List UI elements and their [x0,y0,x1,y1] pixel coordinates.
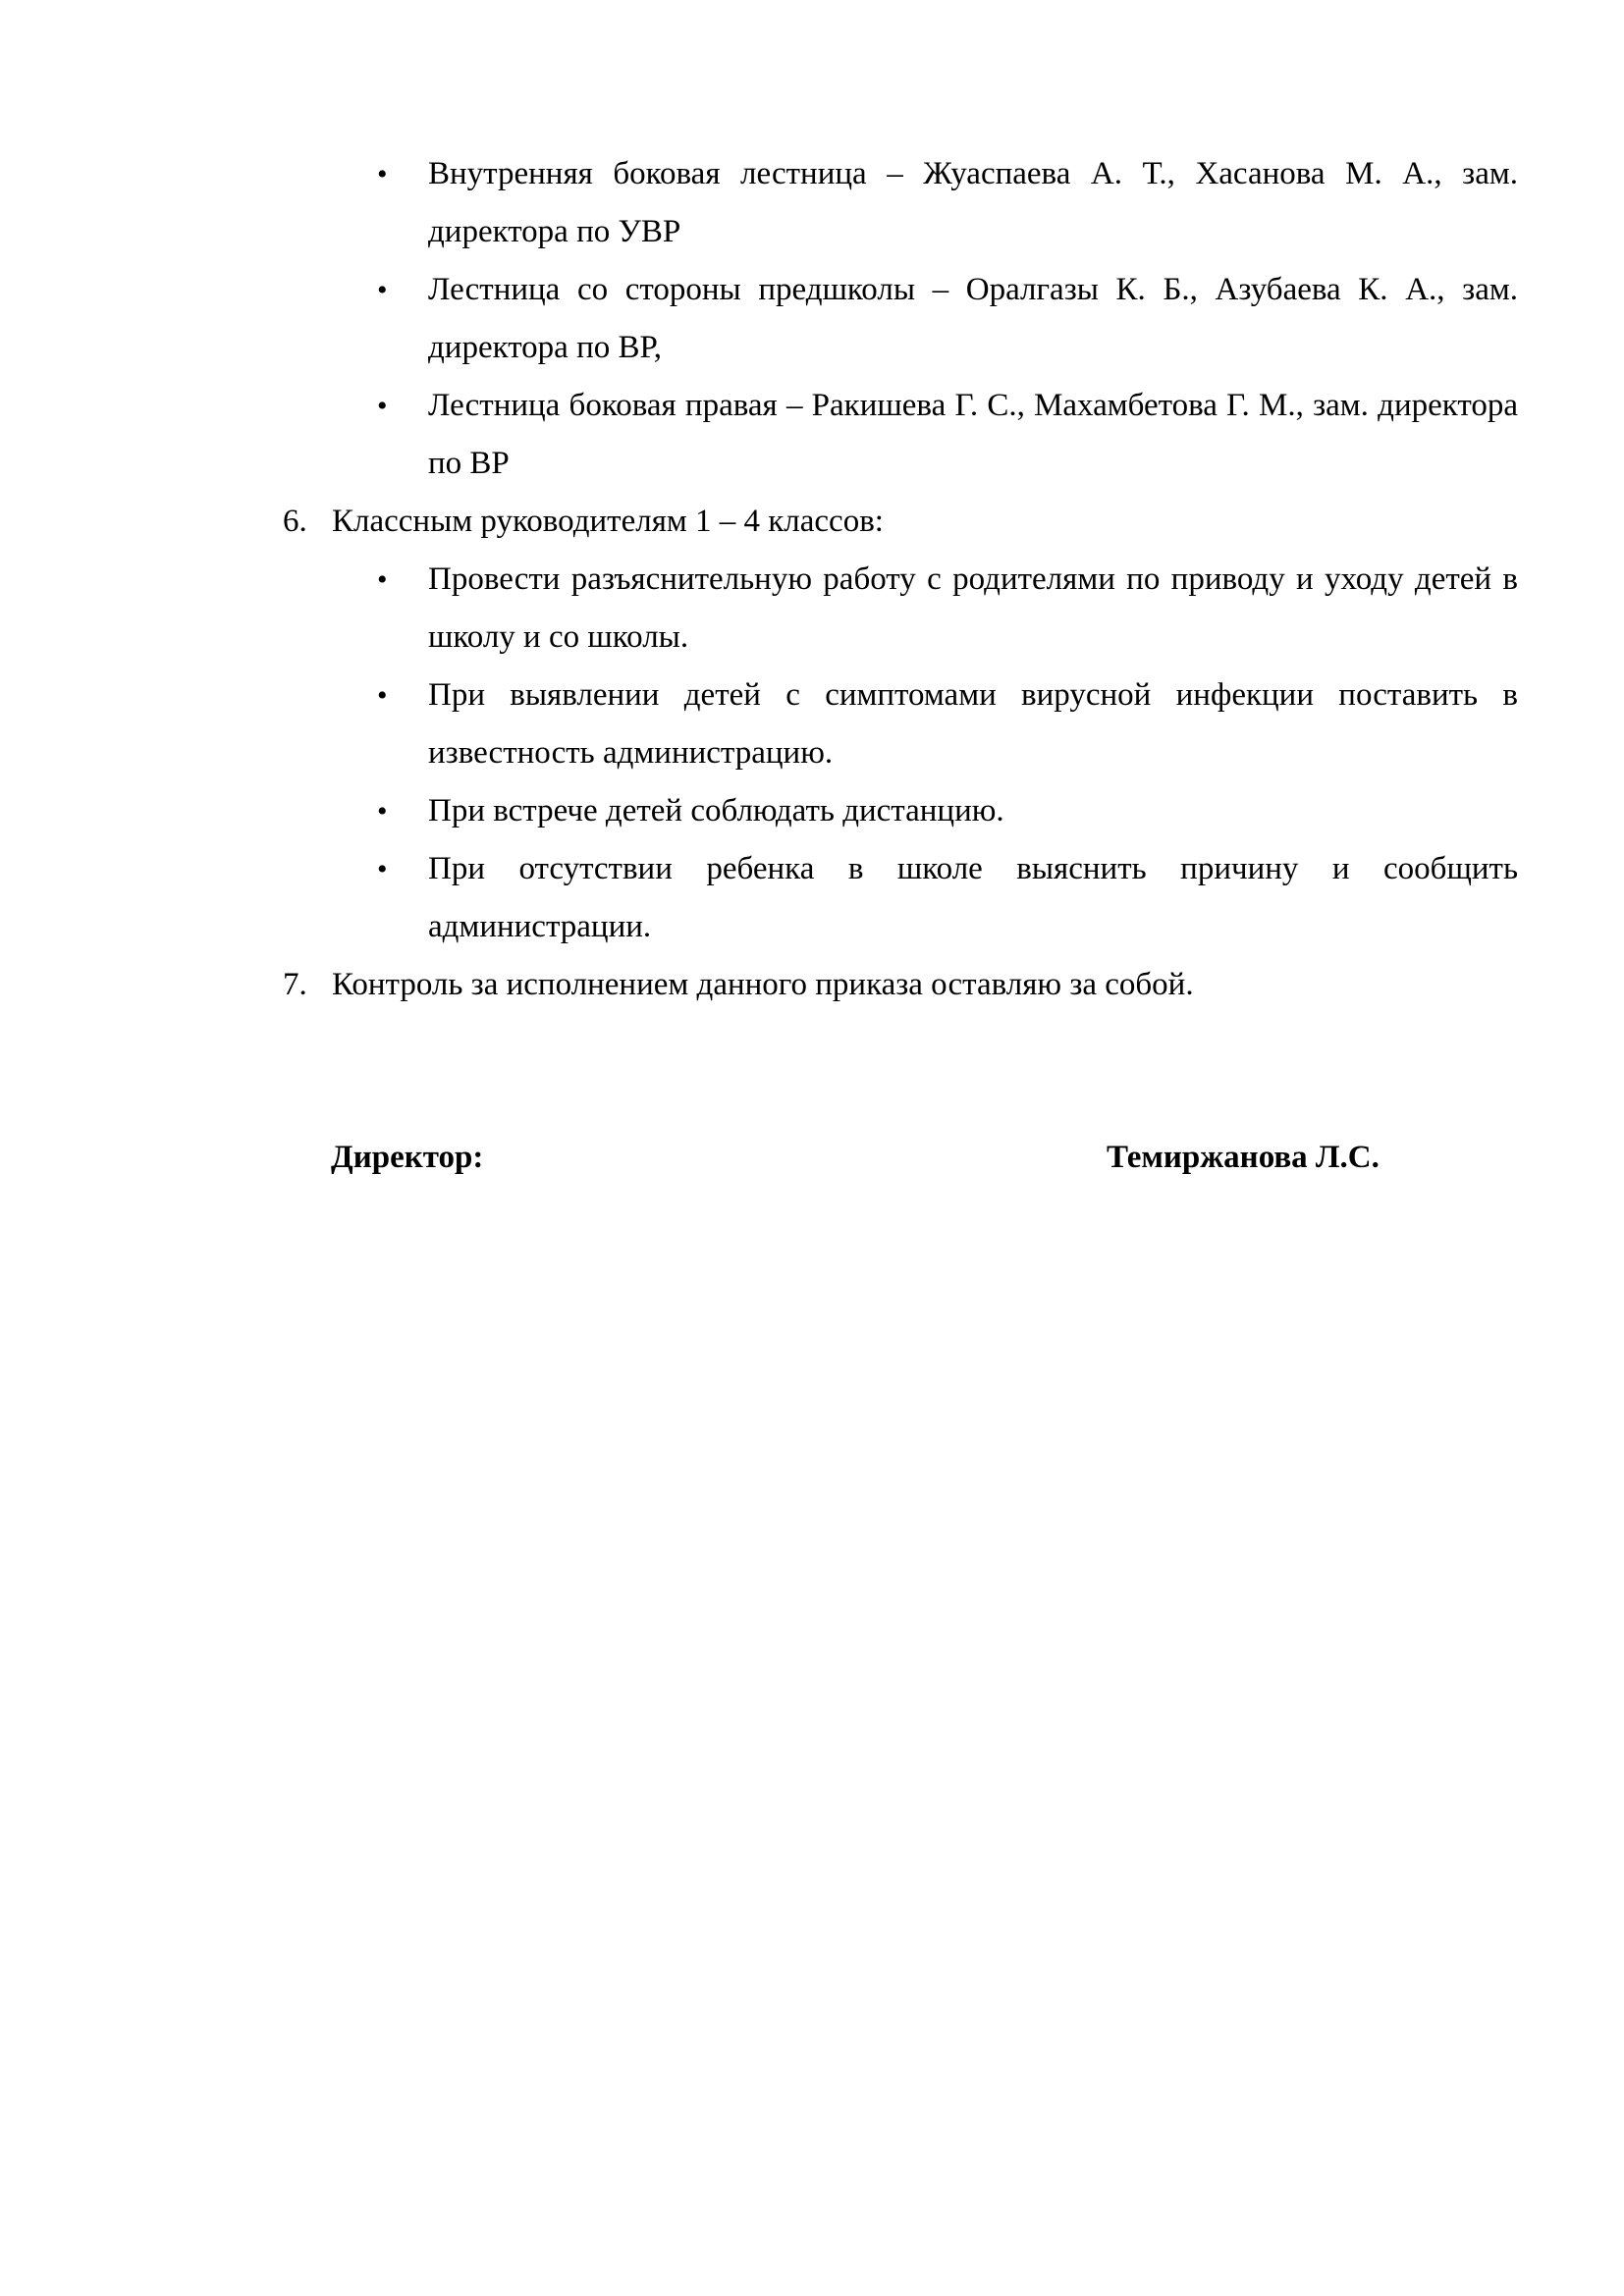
staircase-duty-list [283,145,1518,493]
class-teacher-duty-list [283,551,1518,956]
signature-name: Темиржанова Л.С. [1107,1140,1380,1175]
list-item [377,145,1518,261]
bullet-icon: • [377,390,388,422]
item-number: 7. [283,967,307,1002]
list-item [377,782,1518,840]
bullet-icon: • [377,274,388,306]
list-item-text: Внутренняя боковая лестница – Жуаспаева А. Т., Хасанова М. А., зам. директора по УВР [428,156,1518,249]
numbered-item-6 [283,493,1518,551]
bullet-icon: • [377,563,388,596]
bullet-icon: • [377,795,388,828]
list-item-text: Лестница со стороны предшколы – Оралгазы К. Б., Азубаева К. А., зам. директора по ВР, [428,272,1518,365]
bullet-icon: • [377,853,388,885]
list-item-text: Провести разъяснительную работу с родителями по приводу и уходу детей в школу и со школы. [428,561,1518,655]
list-item-text: При встрече детей соблюдать дистанцию. [428,793,1004,828]
numbered-item-7 [283,956,1518,1014]
list-item [377,667,1518,782]
list-item-text: При отсутствии ребенка в школе выяснить причину и сообщить администрации. [428,851,1518,944]
list-item [377,551,1518,667]
bullet-icon: • [377,158,388,190]
list-item-text: При выявлении детей с симптомами вирусной инфекции поставить в известность администрацию. [428,677,1518,771]
item-text: Классным руководителям 1 – 4 классов: [332,504,884,539]
list-item [377,377,1518,493]
bullet-icon: • [377,679,388,712]
document-body [283,145,1518,1014]
item-number: 6. [283,504,307,539]
list-item [377,840,1518,956]
item-text: Контроль за исполнением данного приказа оставляю за собой. [332,967,1194,1002]
signature-role: Директор: [331,1140,484,1175]
list-item [377,261,1518,377]
list-item-text: Лестница боковая правая – Ракишева Г. С., Махамбетова Г. М., зам. директора по ВР [428,388,1518,481]
